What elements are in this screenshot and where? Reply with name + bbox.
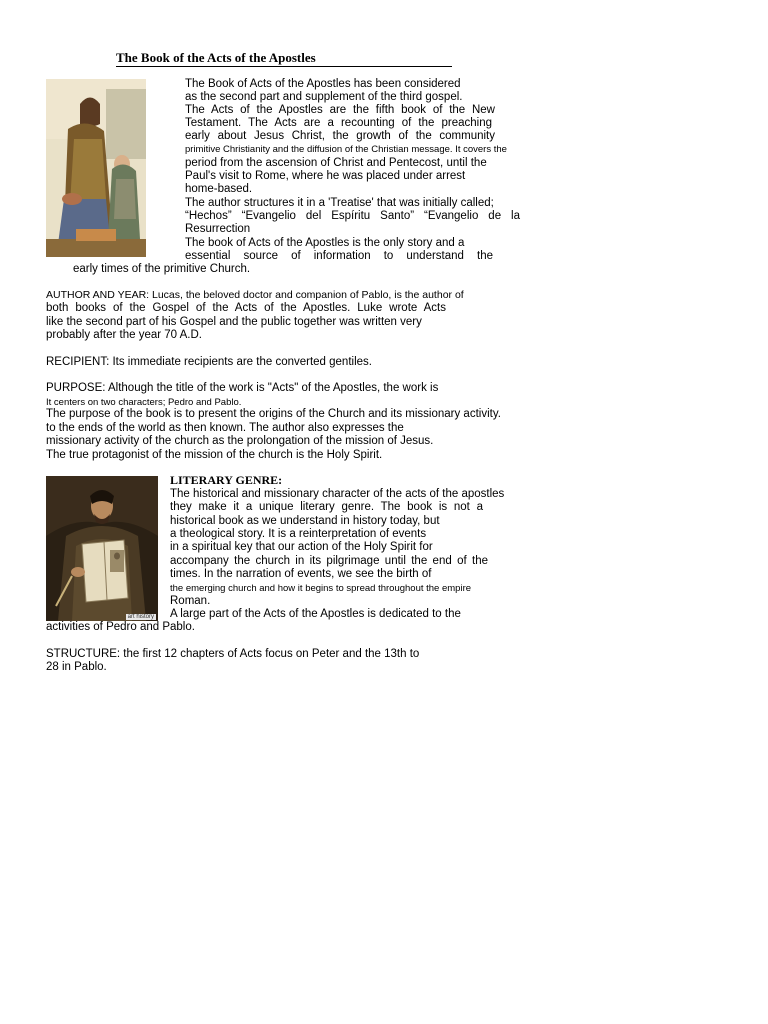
text-line: the emerging church and how it begins to spread throughout the empire xyxy=(170,583,472,594)
text-line: The purpose of the book is to present the origins of the Church and its missionary activity. xyxy=(46,408,501,420)
text-line: 28 in Pablo. xyxy=(46,661,107,673)
text-line: probably after the year 70 A.D. xyxy=(46,329,202,341)
text-line: Resurrection xyxy=(185,223,251,235)
text-line: A large part of the Acts of the Apostles is dedicated to the xyxy=(170,608,461,620)
text-line: The author structures it in a 'Treatise' that was initially called; xyxy=(185,197,494,209)
text-line: early times of the primitive Church. xyxy=(73,263,251,275)
text-line: primitive Christianity and the diffusion of the Christian message. It covers the xyxy=(185,144,507,155)
text-line: The historical and missionary character of the acts of the apostles xyxy=(170,488,505,500)
text-line: historical book as we understand in history today, but xyxy=(170,515,440,527)
text-line: AUTHOR AND YEAR: Lucas, the beloved doctor and companion of Pablo, is the author of xyxy=(46,289,464,301)
apostles-painting xyxy=(46,79,146,257)
text-line: Paul's visit to Rome, where he was placed under arrest xyxy=(185,170,466,182)
text-line: they make it a unique literary genre. The book is not a xyxy=(170,501,483,513)
text-line: in a spiritual key that our action of the Holy Spirit for xyxy=(170,541,433,553)
text-line: The Acts of the Apostles are the fifth book of the New xyxy=(185,104,495,116)
text-line: early about Jesus Christ, the growth of the community xyxy=(185,130,495,142)
text-line: period from the ascension of Christ and Pentecost, until the xyxy=(185,157,487,169)
text-line: activities of Pedro and Pablo. xyxy=(46,621,195,633)
text-line: both books of the Gospel of the Acts of the Apostles. Luke wrote Acts xyxy=(46,302,446,314)
text-line: missionary activity of the church as the prolongation of the mission of Jesus. xyxy=(46,435,434,447)
genre-heading: LITERARY GENRE: xyxy=(170,473,283,487)
text-line: STRUCTURE: the first 12 chapters of Acts focus on Peter and the 13th to xyxy=(46,648,420,660)
text-line: home-based. xyxy=(185,183,253,195)
text-line: as the second part and supplement of the third gospel. xyxy=(185,91,463,103)
text-line: times. In the narration of events, we see the birth of xyxy=(170,568,432,580)
text-line: It centers on two characters; Pedro and Pablo. xyxy=(46,397,242,408)
text-line: to the ends of the world as then known. The author also expresses the xyxy=(46,422,404,434)
saint-luke-painting xyxy=(46,476,158,621)
text-line: Roman. xyxy=(170,595,211,607)
text-line: a theological story. It is a reinterpretation of events xyxy=(170,528,427,540)
page-title: The Book of the Acts of the Apostles xyxy=(116,50,452,67)
image-credit: art history xyxy=(127,614,154,620)
text-line: essential source of information to understand the xyxy=(185,250,493,262)
text-line: Testament. The Acts are a recounting of the preaching xyxy=(185,117,492,129)
text-line: The true protagonist of the mission of the church is the Holy Spirit. xyxy=(46,449,383,461)
text-line: like the second part of his Gospel and the public together was written very xyxy=(46,316,422,328)
text-line: The book of Acts of the Apostles is the only story and a xyxy=(185,237,465,249)
text-line: The Book of Acts of the Apostles has been considered xyxy=(185,78,461,90)
text-line: “Hechos” “Evangelio del Espíritu Santo” “Evangelio de la xyxy=(185,210,520,222)
text-line: PURPOSE: Although the title of the work is "Acts" of the Apostles, the work is xyxy=(46,382,439,394)
recipient-line: RECIPIENT: Its immediate recipients are the converted gentiles. xyxy=(46,356,372,368)
text-line: accompany the church in its pilgrimage until the end of the xyxy=(170,555,488,567)
